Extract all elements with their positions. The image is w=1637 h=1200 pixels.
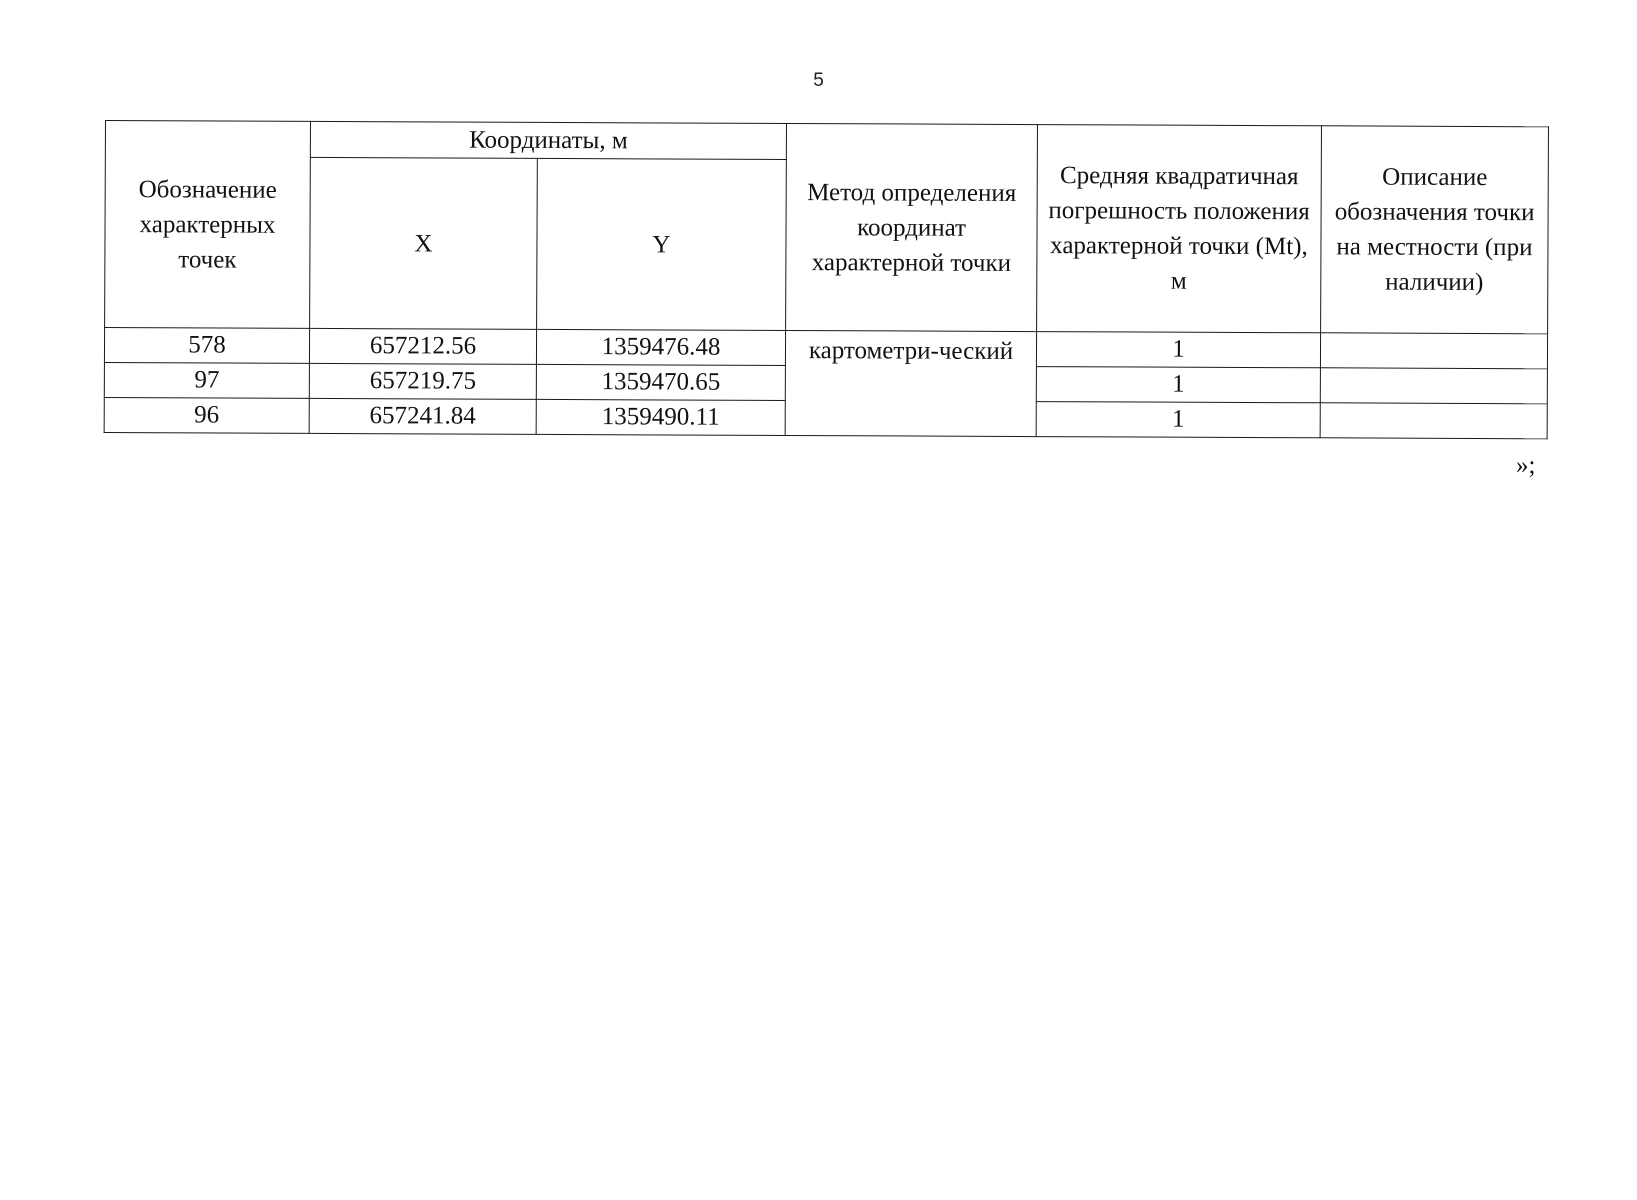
header-description: Описание обозначения точки на местности (при наличии) <box>1321 126 1549 334</box>
header-coordinates: Координаты, м <box>310 121 786 159</box>
x-cell: 657212.56 <box>309 328 536 364</box>
point-cell: 578 <box>104 328 309 364</box>
x-cell: 657219.75 <box>309 363 536 399</box>
description-cell <box>1320 403 1547 439</box>
point-cell: 96 <box>104 397 309 433</box>
header-point-designation: Обозначение характерных точек <box>105 121 311 329</box>
description-cell <box>1320 368 1547 404</box>
x-cell: 657241.84 <box>309 398 536 434</box>
point-cell: 97 <box>104 362 309 398</box>
closing-quote-mark: »; <box>1516 452 1536 479</box>
y-cell: 1359470.65 <box>536 364 785 400</box>
error-cell: 1 <box>1036 332 1320 368</box>
header-y: Y <box>537 158 787 330</box>
coordinates-table <box>104 120 1549 439</box>
y-cell: 1359476.48 <box>536 329 785 365</box>
error-cell: 1 <box>1036 367 1320 403</box>
error-cell: 1 <box>1036 402 1320 438</box>
header-mean-square-error: Средняя квадратичная погрешность положения характерной точки (Mt), м <box>1037 125 1322 333</box>
header-method: Метод определения координат характерной точки <box>786 123 1038 331</box>
y-cell: 1359490.11 <box>536 399 785 435</box>
method-cell: картометри-ческий <box>785 330 1036 436</box>
header-x: X <box>310 157 538 329</box>
description-cell <box>1320 333 1547 369</box>
page-number: 5 <box>813 70 824 91</box>
